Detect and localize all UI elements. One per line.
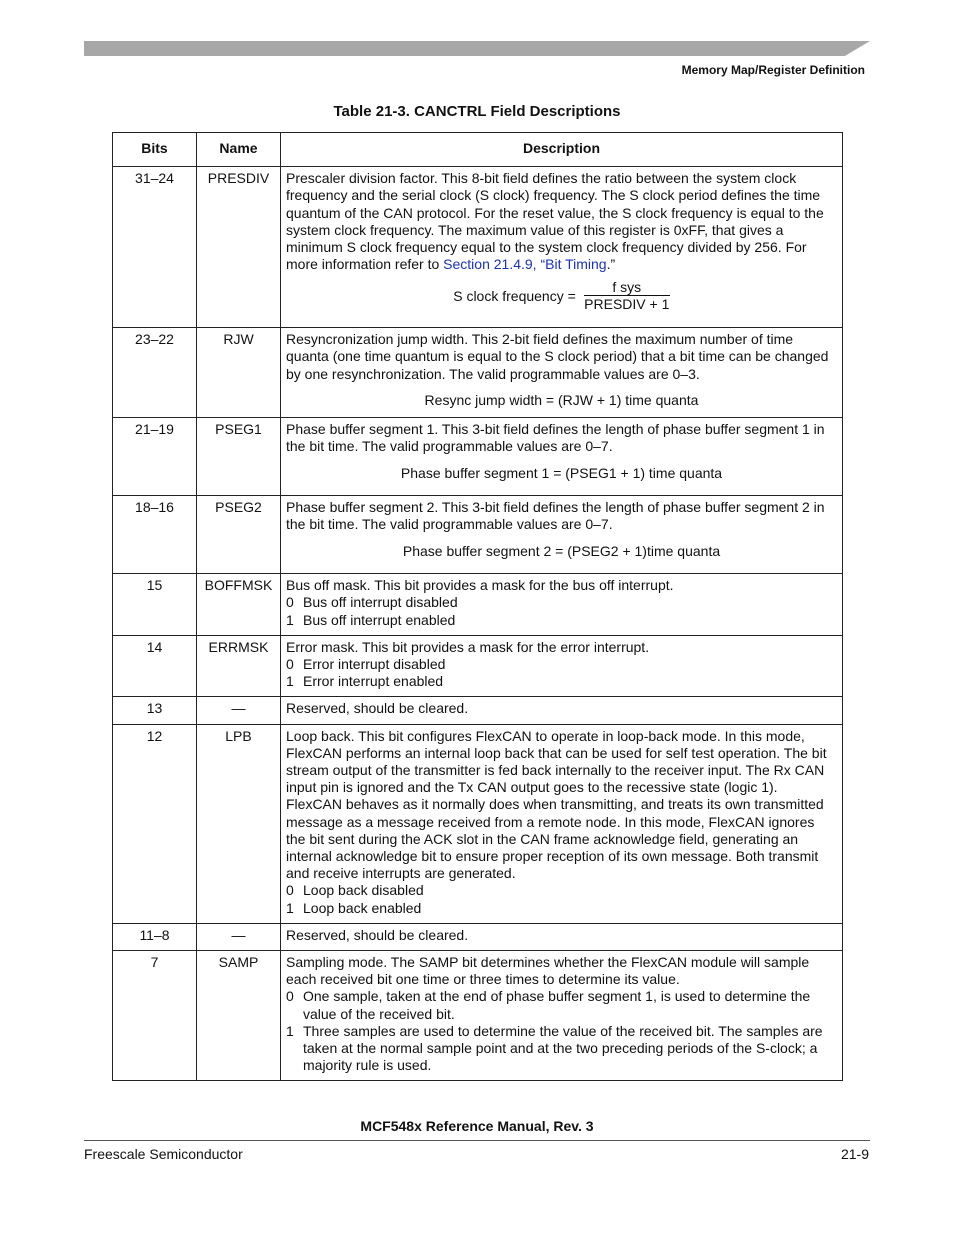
table-row [113,418,843,496]
description-cell: Reserved, should be cleared. [281,923,843,950]
name-cell: — [197,697,281,724]
table-row [113,923,843,950]
description-text: Loop back. This bit configures FlexCAN to operate in loop-back mode. In this mode, FlexCAN performs an internal loop back that can be used for self test operation. The bit stream output of the transmitter is fed back internally to the receiver input. The Rx CAN input pin is ignored and the Tx CAN output goes to the recessive state (logic 1). FlexCAN behaves as it normally does when transmitting, and treats its own transmitted message as a message received from a remote node. In this mode, FlexCAN ignores the bit sent during the ACK slot in the CAN frame acknowledge field, generating an internal acknowledge bit to ensure proper reception of its own message. Both transmit and receive interrupts are generated. [286,727,827,882]
description-cell [281,951,843,1081]
description-text: Prescaler division factor. This 8-bit field defines the ratio between the system clock frequency and the serial clock (S clock) frequency. The S clock period defines the time quantum of the CAN protocol. For the reset value, the S clock frequency is equal to the system clock frequency. The maximum value of this register is 0xFF, that gives a minimum S clock frequency equal to the system clock frequency divided by 256. For more information refer to [286,170,824,273]
option-0: 0 Loop back disabled [286,882,424,899]
table-title: Table 21-3. CANCTRL Field Descriptions [333,103,621,120]
name-cell: PSEG2 [197,496,281,574]
option-1: 1 Bus off interrupt enabled [286,611,456,628]
table-row [113,167,843,328]
name-cell: BOFFMSK [197,574,281,636]
bits-cell: 11–8 [113,923,197,950]
option-1: 1 Loop back enabled [286,899,422,916]
description-cell [281,328,843,418]
bits-cell: 18–16 [113,496,197,574]
running-head: Memory Map/Register Definition [681,63,865,77]
bits-cell: 13 [113,697,197,724]
column-header-description: Description [281,133,843,167]
equation [286,280,837,312]
column-header-bits: Bits [113,133,197,167]
bit-timing-link[interactable]: Section 21.4.9, “Bit Timing [443,256,607,273]
description-text: Phase buffer segment 2. This 3-bit field defines the length of phase buffer segment 2 in the bit time. The valid programmable values are 0–7. [286,499,825,533]
description-cell: Reserved, should be cleared. [281,697,843,724]
description-text: Phase buffer segment 1. This 3-bit field defines the length of phase buffer segment 1 in the bit time. The valid programmable values are 0–7. [286,421,825,455]
bits-cell: 21–19 [113,418,197,496]
table-row [113,951,843,1081]
bits-cell: 31–24 [113,167,197,328]
description-cell [281,418,843,496]
fraction-denominator: PRESDIV + 1 [584,296,670,313]
option-0: 0 One sample, taken at the end of phase buffer segment 1, is used to determine the value of the received bit. [286,988,811,1022]
name-cell: SAMP [197,951,281,1081]
equation-label: S clock frequency = [453,287,576,304]
field-descriptions-table [112,132,843,1081]
description-cell [281,167,843,328]
equation: Phase buffer segment 1 = (PSEG1 + 1) time quanta [400,464,723,481]
option-1: 1 Three samples are used to determine the value of the received bit. The samples are taken at the normal sample point and at the two preceding periods of the S-clock; a majority rule is used. [286,1022,823,1074]
option-0: 0 Bus off interrupt disabled [286,594,458,611]
equation: Phase buffer segment 2 = (PSEG2 + 1)time quanta [402,542,721,559]
page-number: 21-9 [840,1146,869,1162]
description-text: Bus off mask. This bit provides a mask for the bus off interrupt. [286,577,674,594]
bits-cell: 23–22 [113,328,197,418]
description-text: Resyncronization jump width. This 2-bit field defines the maximum number of time quanta (one time quantum is equal to the S clock period) that a bit time can be changed by one resynchronization. The valid programmable values are 0–3. [286,331,829,382]
name-cell: PSEG1 [197,418,281,496]
option-0: 0 Error interrupt disabled [286,656,446,673]
bits-cell: 12 [113,724,197,923]
equation: Resync jump width = (RJW + 1) time quanta [424,391,699,408]
bits-cell: 15 [113,574,197,636]
fraction-numerator: f sys [584,280,670,296]
name-cell: ERRMSK [197,635,281,697]
column-header-name: Name [197,133,281,167]
description-text: Sampling mode. The SAMP bit determines whether the FlexCAN module will sample each received bit one time or three times to determine its value. [286,954,810,988]
footer-manual-title: MCF548x Reference Manual, Rev. 3 [360,1118,594,1134]
description-cell [281,635,843,697]
bits-cell: 14 [113,635,197,697]
description-cell [281,574,843,636]
description-cell [281,724,843,923]
header-bar [84,41,870,56]
fraction [584,280,670,312]
bits-cell: 7 [113,951,197,1081]
name-cell: RJW [197,328,281,418]
table-row [113,635,843,697]
name-cell: LPB [197,724,281,923]
table-row [113,496,843,574]
table-row [113,574,843,636]
description-cell [281,496,843,574]
table-row [113,328,843,418]
description-text-end: .” [606,256,616,273]
footer-company: Freescale Semiconductor [84,1146,243,1162]
name-cell: — [197,923,281,950]
option-1: 1 Error interrupt enabled [286,673,444,690]
table-row [113,697,843,724]
name-cell: PRESDIV [197,167,281,328]
description-text: Error mask. This bit provides a mask for the error interrupt. [286,638,650,655]
table-header-row [113,133,843,167]
footer-divider [84,1140,870,1141]
table-row [113,724,843,923]
